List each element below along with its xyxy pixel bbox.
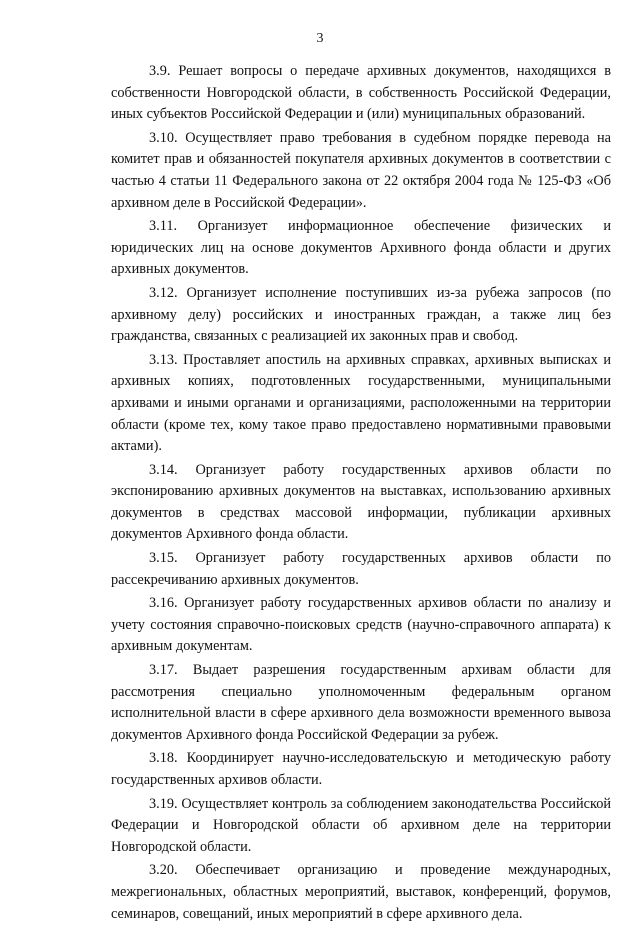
paragraph-3-12: 3.12. Организует исполнение поступивших из-за рубежа запросов (по архивному делу) российских и иностранных граждан, а также лиц без гражданства, связанных с реализацией их законных прав и свобод. — [111, 284, 611, 345]
paragraph-3-17: 3.17. Выдает разрешения государственным архивам области для рассмотрения специально уполномоченным федеральным органом исполнительной власти в сфере архивного дела возможности временного вывоза документов Архивного фонда Российской Федерации за рубеж. — [111, 662, 611, 743]
paragraph-3-10: 3.10. Осуществляет право требования в судебном порядке перевода на комитет прав и обязанностей покупателя архивных документов в соответствии с частью 4 статьи 11 Федерального закона от 22 октября 2004 года № 125-ФЗ «Об архивном деле в Российской Федерации». — [111, 129, 611, 211]
paragraph-3-14: 3.14. Организует работу государственных архивов области по экспонированию архивных документов на выставках, использованию архивных документов в средствах массовой информации, публикации архивных документов Архивного фонда области. — [111, 461, 611, 543]
paragraph-3-19: 3.19. Осуществляет контроль за соблюдением законодательства Российской Федерации и Новгородской области об архивном деле на территории Новгородской области. — [111, 795, 611, 855]
paragraph-3-18: 3.18. Координирует научно-исследовательскую и методическую работу государственных архивов области. — [111, 750, 611, 788]
paragraph-3-16: 3.16. Организует работу государственных архивов области по анализу и учету состояния справочно-поисковых средств (научно-справочного аппарата) к архивным документам. — [111, 595, 611, 655]
paragraph-3-11: 3.11. Организует информационное обеспечение физических и юридических лиц на основе документов Архивного фонда области и других архивных документов. — [111, 218, 611, 278]
paragraph-3-20: 3.20. Обеспечивает организацию и проведение международных, межрегиональных, областных мероприятий, выставок, конференций, форумов, семинаров, совещаний, иных мероприятий в сфере архивного дела. — [111, 862, 611, 922]
paragraph-3-13: 3.13. Проставляет апостиль на архивных справках, архивных выписках и архивных копиях, подготовленных государственными, муниципальными архивами и иными органами и организациями, расположенными на территории области (кроме тех, кому такое право предоставлено нормативными правовыми актами). — [111, 351, 611, 455]
document-body — [111, 61, 611, 927]
paragraph-3-15: 3.15. Организует работу государственных архивов области по рассекречиванию архивных документов. — [111, 550, 611, 588]
paragraph-3-9: 3.9. Решает вопросы о передаче архивных документов, находящихся в собственности Новгородской области, в собственность Российской Федерации, иных субъектов Российской Федерации и (или) муниципальных образований. — [111, 63, 611, 123]
page-number: 3 — [316, 31, 324, 46]
